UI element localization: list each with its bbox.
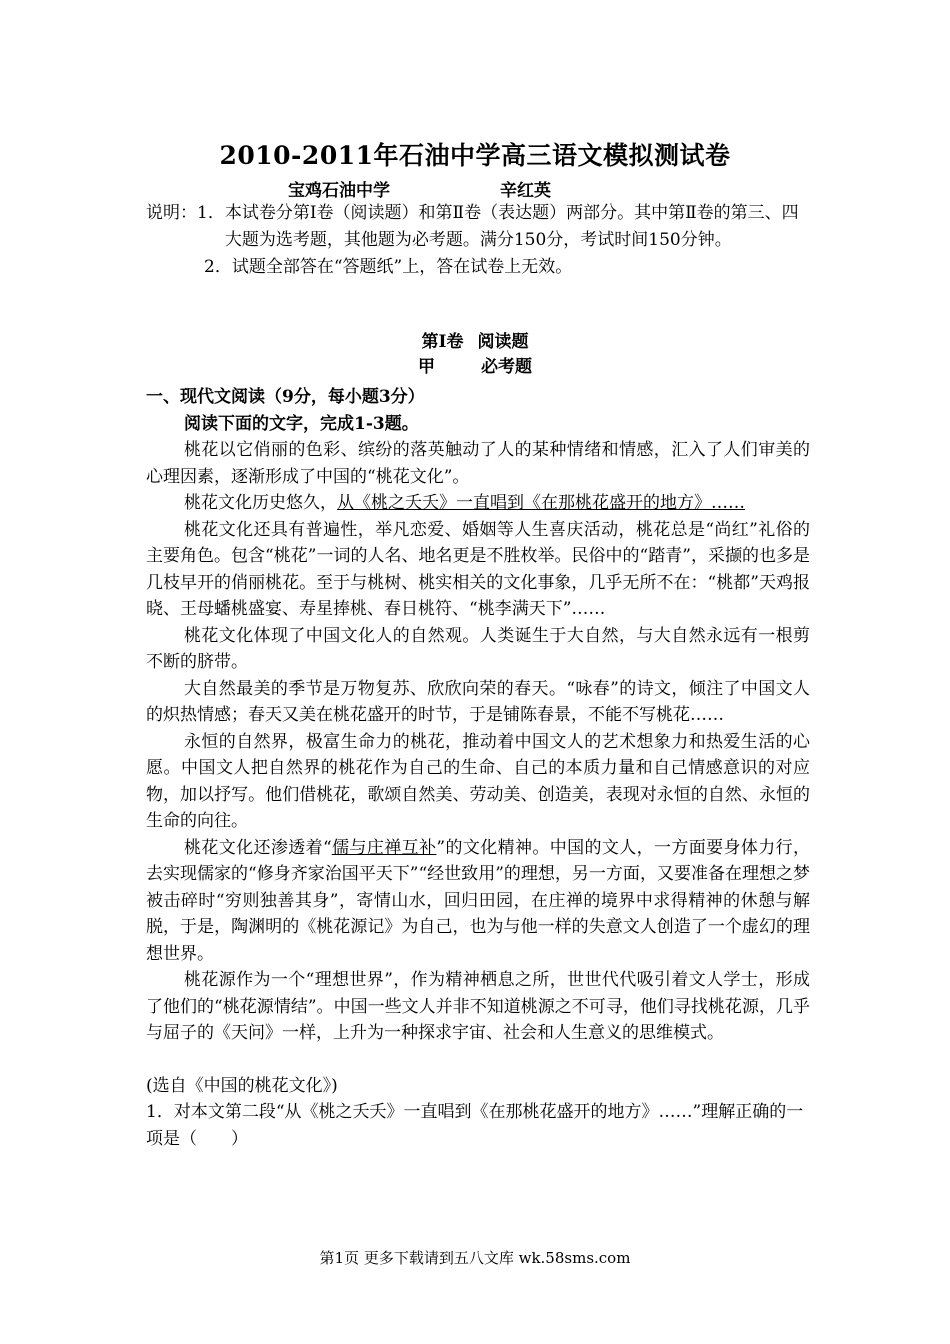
instructions (146, 200, 810, 281)
question-1: 1．对本文第二段“从《桃之夭夭》一直唱到《在那桃花盛开的地方》……”理解正确的一项是（ ） (146, 1102, 804, 1149)
passage-paragraph-7 (146, 835, 810, 968)
part-label: 甲 (418, 357, 435, 377)
paragraph-2-underlined: 从《桃之夭夭》一直唱到《在那桃花盛开的地方》…… (337, 493, 745, 513)
passage-paragraph-2 (146, 490, 810, 517)
question-group-title: 一、现代文阅读（9分，每小题3分） (146, 387, 425, 407)
instruction-1-text: 本试卷分第Ⅰ卷（阅读题）和第Ⅱ卷（表达题）两部分。其中第Ⅱ卷的第三、四大题为选考题，其他题为必考题。满分150分，考试时间150分钟。 (224, 203, 799, 250)
instruction-1-number: 1． (197, 203, 225, 223)
author-name: 辛红英 (500, 181, 551, 201)
passage-paragraph-6: 永恒的自然界，极富生命力的桃花，推动着中国文人的艺术想象力和热爱生活的心愿。中国文人把自然界的桃花作为自己的生命、自己的本质力量和自己情感意识的对应物，加以抒写。他们借桃花，歌颂自然美、劳动美、创造美，表现对永恒的自然、永恒的生命的向往。 (146, 731, 810, 831)
volume-label: 第Ⅰ卷 (421, 332, 464, 352)
instructions-label: 说明： (146, 203, 197, 223)
author-school: 宝鸡石油中学 (288, 181, 390, 201)
instruction-item-1 (146, 200, 810, 254)
instruction-2-text: 试题全部答在“答题纸”上，答在试卷上无效。 (231, 257, 573, 277)
paragraph-7-suffix: ”的文化精神。中国的文人，一方面要身体力行，去实现儒家的“修身齐家治国平天下”“经世致用”的理想，另一方面，又要准备在理想之梦被击碎时“穷则独善其身”，寄情山水，回归田园，在庄禅的境界中求得精神的休憩与解脱，于是，陶渊明的《桃花源记》为自己，也为与他一样的失意文人创造了一个虚幻的理想世界。 (146, 837, 810, 964)
volume-heading (0, 327, 950, 352)
passage-source: (选自《中国的桃花文化》) (146, 1075, 338, 1096)
paragraph-2-prefix: 桃花文化历史悠久， (184, 493, 337, 513)
passage-paragraph-8: 桃花源作为一个“理想世界”，作为精神栖息之所，世世代代吸引着文人学士，形成了他们的“桃花源情结”。中国一些文人并非不知道桃源之不可寻，他们寻找桃花源，几乎与屈子的《天问》一样，上升为一种探求宇宙、社会和人生意义的思维模式。 (146, 970, 810, 1043)
question-group-instruction: 阅读下面的文字，完成1-3题。 (184, 413, 419, 434)
paragraph-7-underlined: 儒与庄禅互补 (331, 837, 437, 858)
spacer (146, 1047, 810, 1073)
paragraph-7-prefix: 桃花文化还渗透着“ (184, 837, 332, 858)
reading-section (146, 384, 810, 1152)
page-footer: 第1页 更多下载请到五八文库 wk.58sms.com (319, 1249, 631, 1267)
passage-paragraph-3: 桃花文化还具有普遍性，举凡恋爱、婚姻等人生喜庆活动，桃花总是“尚红”礼俗的主要角色。包含“桃花”一词的人名、地名更是不胜枚举。民俗中的“踏青”，采撷的也多是几枝早开的俏丽桃花。至于与桃树、桃实相关的文化事象，几乎无所不在：“桃都”天鸡报晓、王母蟠桃盛宴、寿星捧桃、春日桃符、“桃李满天下”…… (146, 519, 810, 619)
page-title: 2010-2011年石油中学高三语文模拟测试卷 (219, 141, 731, 170)
passage-paragraph-4: 桃花文化体现了中国文化人的自然观。人类诞生于大自然，与大自然永远有一根剪不断的脐带。 (146, 625, 810, 672)
instruction-item-2 (146, 254, 810, 281)
passage-paragraph-1: 桃花以它俏丽的色彩、缤纷的落英触动了人的某种情绪和情感，汇入了人们审美的心理因素，逐渐形成了中国的“桃花文化”。 (146, 440, 810, 487)
part-title: 必考题 (481, 357, 532, 377)
volume-title: 阅读题 (477, 332, 529, 352)
instruction-2-number: 2． (204, 257, 232, 277)
passage-paragraph-5: 大自然最美的季节是万物复苏、欣欣向荣的春天。“咏春”的诗文，倾注了中国文人的炽热情感；春天又美在桃花盛开的时节，于是铺陈春景，不能不写桃花…… (146, 678, 810, 725)
part-heading (0, 352, 950, 377)
